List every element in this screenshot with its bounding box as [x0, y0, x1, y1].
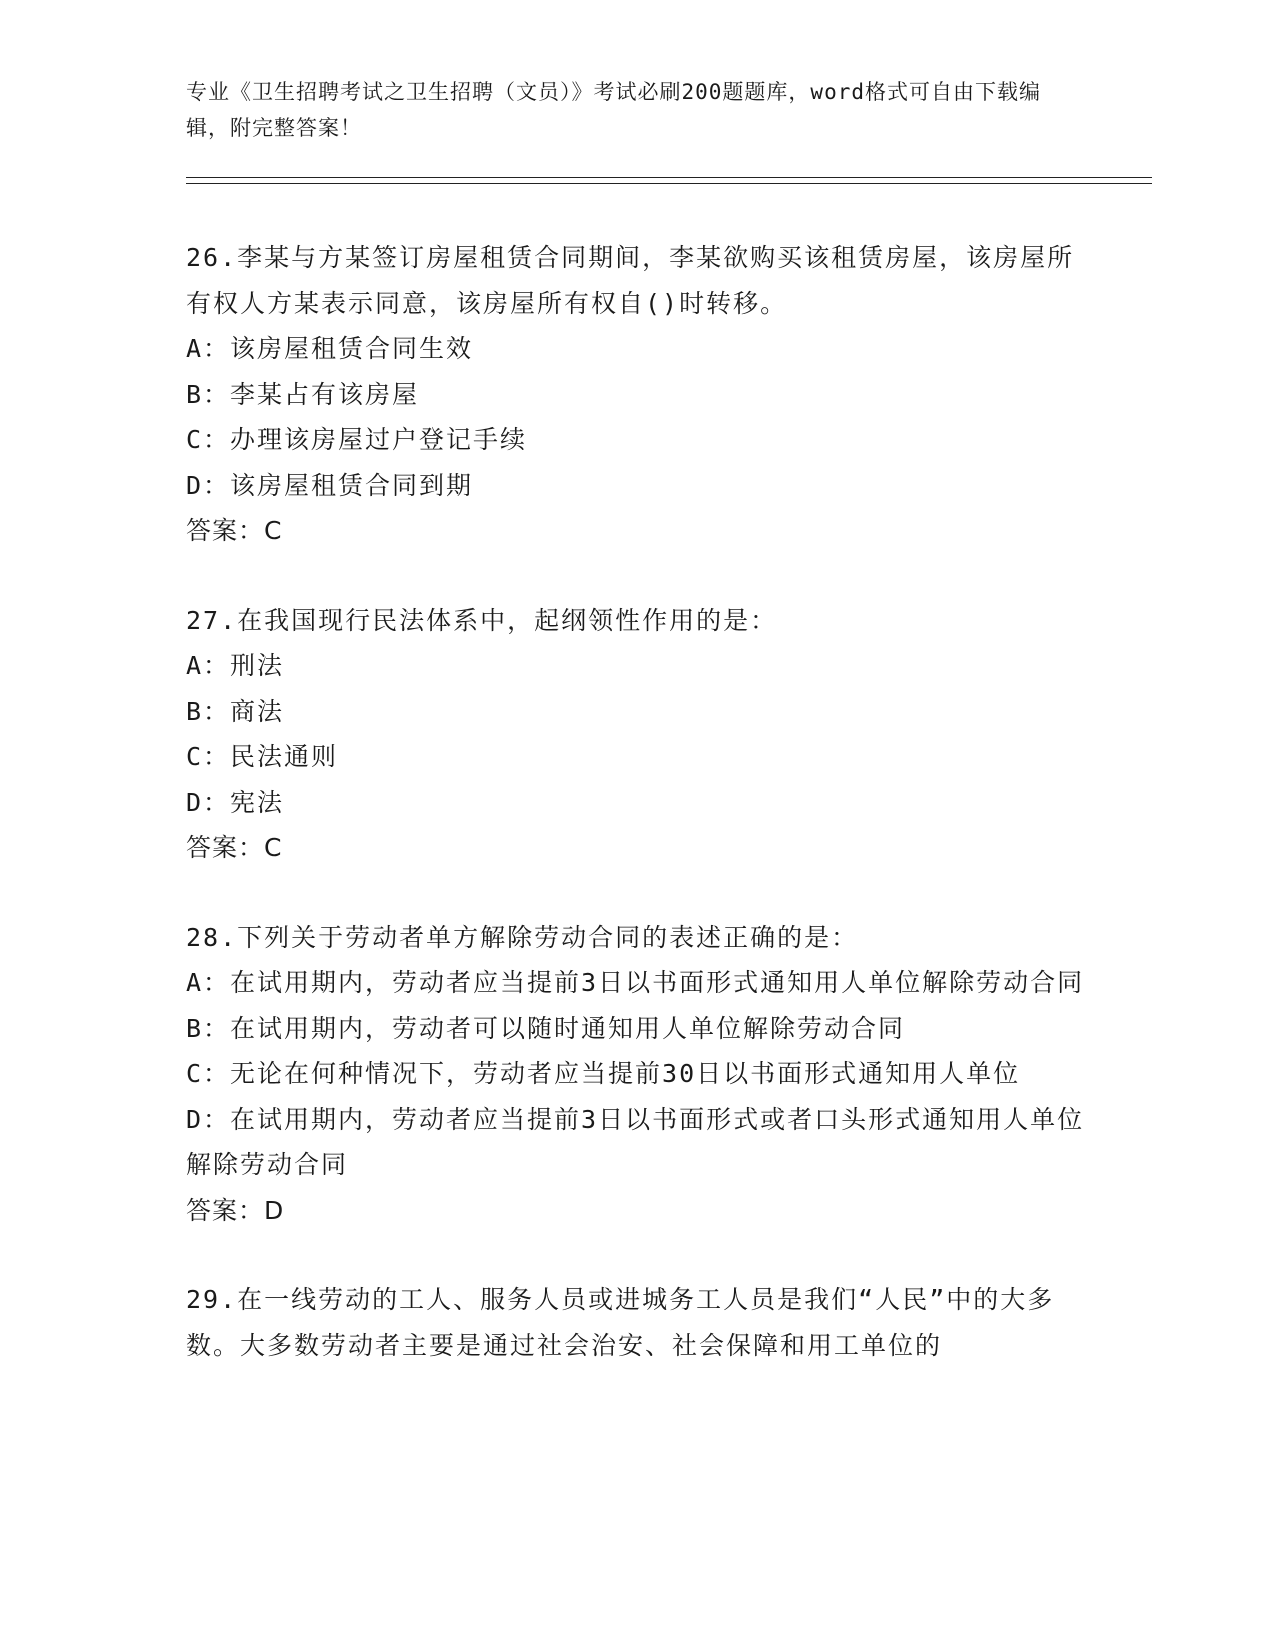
- option-a: A：刑法: [186, 651, 285, 680]
- option-d: D：宪法: [186, 787, 285, 817]
- option-d: D：在试用期内，劳动者应当提前3日以书面形式或者口头形式通知用人单位解除劳动合同: [186, 1104, 1085, 1179]
- option-c: C：无论在何种情况下，劳动者应当提前30日以书面形式通知用人单位: [186, 1059, 1021, 1088]
- question-stem: 29.在一线劳动的工人、服务人员或进城务工人员是我们“人民”中的大多数。大多数劳动者主要是通过社会治安、社会保障和用工单位的: [186, 1285, 1055, 1360]
- option-a: A：在试用期内，劳动者应当提前3日以书面形式通知用人单位解除劳动合同: [186, 968, 1085, 997]
- option-c: C：办理该房屋过户登记手续: [186, 425, 528, 454]
- option-d: D：该房屋租赁合同到期: [186, 470, 474, 500]
- question-28: [186, 915, 1086, 1234]
- header-divider-secondary: [186, 183, 1152, 184]
- option-b: B：在试用期内，劳动者可以随时通知用人单位解除劳动合同: [186, 1013, 906, 1043]
- question-26: [186, 235, 1086, 554]
- question-stem: 26.李某与方某签订房屋租赁合同期间，李某欲购买该租赁房屋，该房屋所有权人方某表示同意，该房屋所有权自()时转移。: [186, 243, 1075, 318]
- question-27: [186, 598, 1086, 871]
- question-29: [186, 1277, 1086, 1368]
- option-c: C：民法通则: [186, 742, 339, 771]
- question-stem: 28.下列关于劳动者单方解除劳动合同的表述正确的是：: [186, 922, 859, 952]
- document-header: 专业《卫生招聘考试之卫生招聘（文员）》考试必刷200题题库，word格式可自由下载编辑，附完整答案！: [186, 80, 1041, 140]
- option-b: B：商法: [186, 696, 285, 726]
- question-list: [186, 235, 1086, 1412]
- option-a: A：该房屋租赁合同生效: [186, 334, 474, 363]
- answer-label: 答案：D: [186, 1195, 285, 1225]
- header-divider: [186, 177, 1152, 178]
- option-b: B：李某占有该房屋: [186, 379, 420, 409]
- question-stem: 27.在我国现行民法体系中，起纲领性作用的是：: [186, 605, 778, 635]
- answer-label: 答案：C: [186, 833, 283, 862]
- answer-label: 答案：C: [186, 516, 283, 545]
